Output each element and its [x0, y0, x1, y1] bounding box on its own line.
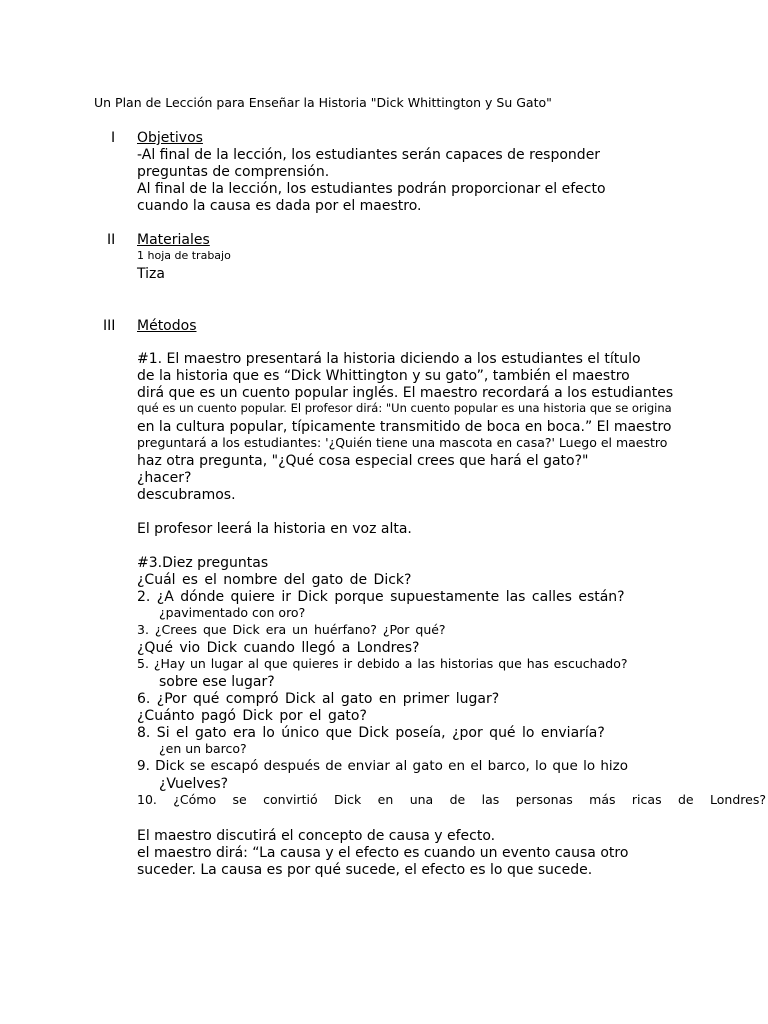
q10-word: se	[232, 792, 247, 807]
document-title: Un Plan de Lección para Enseñar la Historia "Dick Whittington y Su Gato"	[94, 95, 552, 110]
question-line: 8. Si el gato era lo único que Dick poseía, ¿por qué lo enviaría?	[137, 725, 605, 741]
materiales-item: 1 hoja de trabajo	[137, 249, 231, 262]
section-numeral-materiales: II	[107, 232, 116, 248]
question-line: sobre ese lugar?	[159, 674, 275, 690]
question-line: 2. ¿A dónde quiere ir Dick porque supuestamente las calles están?	[137, 589, 625, 605]
objetivos-line: Al final de la lección, los estudiantes podrán proporcionar el efecto	[137, 181, 606, 197]
question-line: ¿pavimentado con oro?	[159, 605, 306, 620]
q10-word: ¿Cómo	[173, 792, 217, 807]
section-heading-metodos: Métodos	[137, 318, 197, 334]
objetivos-line: cuando la causa es dada por el maestro.	[137, 198, 422, 214]
question-line: ¿Qué vio Dick cuando llegó a Londres?	[137, 640, 420, 656]
q10-word: Londres?	[710, 792, 766, 807]
q10-word: en	[377, 792, 394, 807]
closing-line: El maestro discutirá el concepto de causa y efecto.	[137, 828, 496, 844]
metodos-intro-line: dirá que es un cuento popular inglés. El maestro recordará a los estudiantes	[137, 385, 674, 401]
metodos-intro-line: descubramos.	[137, 487, 236, 503]
questions-heading: #3.Diez preguntas	[137, 555, 269, 571]
question-line: 3. ¿Crees que Dick era un huérfano? ¿Por qué?	[137, 622, 446, 637]
q10-word: de	[449, 792, 466, 807]
metodos-intro-line: ¿hacer?	[137, 470, 192, 486]
closing-line: el maestro dirá: “La causa y el efecto es cuando un evento causa otro	[137, 845, 629, 861]
closing-line: suceder. La causa es por qué sucede, el efecto es lo que sucede.	[137, 862, 593, 878]
question-line: 9. Dick se escapó después de enviar al gato en el barco, lo que lo hizo	[137, 758, 629, 774]
question-10-line	[137, 794, 766, 807]
read-aloud-line: El profesor leerá la historia en voz alta.	[137, 521, 412, 537]
section-numeral-metodos: III	[103, 318, 116, 334]
metodos-intro-line: en la cultura popular, típicamente transmitido de boca en boca.” El maestro	[137, 419, 672, 435]
section-numeral-objetivos: I	[111, 130, 116, 146]
question-line: 5. ¿Hay un lugar al que quieres ir debido a las historias que has escuchado?	[137, 656, 628, 671]
q10-word: personas	[515, 792, 573, 807]
metodos-intro-line: haz otra pregunta, "¿Qué cosa especial crees que hará el gato?"	[137, 453, 589, 469]
section-heading-objetivos: Objetivos	[137, 130, 203, 146]
question-line: ¿Cuánto pagó Dick por el gato?	[137, 708, 367, 724]
q10-word: las	[481, 792, 500, 807]
metodos-intro-line: #1. El maestro presentará la historia diciendo a los estudiantes el título	[137, 351, 641, 367]
question-line: ¿Cuál es el nombre del gato de Dick?	[137, 572, 412, 588]
q10-word: ricas	[631, 792, 662, 807]
metodos-intro-line: qué es un cuento popular. El profesor dirá: "Un cuento popular es una historia que se origina	[137, 401, 672, 415]
objetivos-line: preguntas de comprensión.	[137, 164, 330, 180]
question-line: ¿Vuelves?	[159, 776, 229, 792]
q10-word: convirtió	[263, 792, 318, 807]
materiales-item: Tiza	[137, 266, 165, 282]
question-line: ¿en un barco?	[159, 741, 247, 756]
q10-word: más	[589, 792, 616, 807]
q10-word: una	[409, 792, 434, 807]
q10-word: 10.	[137, 792, 157, 807]
metodos-intro-line: preguntará a los estudiantes: '¿Quién tiene una mascota en casa?' Luego el maestro	[137, 435, 668, 450]
metodos-intro-line: de la historia que es “Dick Whittington y su gato”, también el maestro	[137, 368, 630, 384]
section-heading-materiales: Materiales	[137, 232, 210, 248]
q10-word: Dick	[334, 792, 362, 807]
objetivos-line: -Al final de la lección, los estudiantes serán capaces de responder	[137, 147, 601, 163]
question-line: 6. ¿Por qué compró Dick al gato en primer lugar?	[137, 691, 500, 707]
q10-word: de	[678, 792, 694, 807]
